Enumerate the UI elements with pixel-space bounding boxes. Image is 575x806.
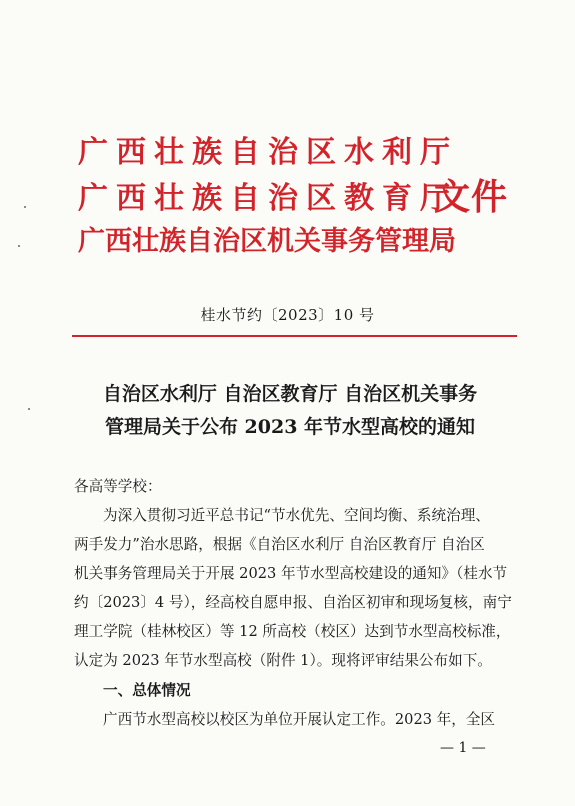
salutation: 各高等学校：: [74, 478, 162, 495]
document-number: 桂水节约〔2023〕10 号: [200, 306, 375, 324]
title-line-2: 管理局关于公布 2023 年节水型高校的通知: [104, 416, 476, 438]
issuer-government-offices: 广西壮族自治区机关事务管理局: [78, 225, 456, 257]
issuer-header: [78, 126, 518, 258]
paragraph-line: 认定为 2023 年节水型高校（附件 1）。现将评审结果公布如下。: [74, 652, 492, 669]
paragraph-line: 理工学院（桂林校区）等 12 所高校（校区）达到节水型高校标准，: [74, 623, 511, 640]
paragraph-line: 为深入贯彻习近平总书记“节水优先、空间均衡、系统治理、: [103, 507, 490, 524]
section-heading: 一、总体情况: [103, 682, 191, 699]
issuer-water-resources: 广西壮族自治区水利厅: [78, 135, 458, 170]
title-line-1: 自治区水利厅 自治区教育厅 自治区机关事务: [102, 383, 478, 405]
scan-speck: [18, 245, 20, 247]
paragraph-line: 约〔2023〕4 号），经高校自愿申报、自治区初审和现场复核，南宁: [74, 594, 512, 611]
page-number: — 1 —: [440, 740, 486, 756]
body-paragraph: [74, 501, 526, 675]
paragraph-line: 两手发力”治水思路，根据《自治区水利厅 自治区教育厅 自治区: [74, 536, 485, 553]
scan-speck: [24, 206, 26, 208]
scan-speck: [28, 408, 30, 410]
document-type-label: 文件: [434, 176, 509, 218]
section-paragraph: 广西节水型高校以校区为单位开展认定工作。2023 年，全区: [103, 711, 496, 728]
paragraph-line: 机关事务管理局关于开展 2023 年节水型高校建设的通知》（桂水节: [74, 565, 508, 582]
issuer-education: 广西壮族自治区教育厅: [78, 181, 458, 216]
document-title: [60, 378, 520, 444]
red-separator-line: [72, 335, 517, 337]
